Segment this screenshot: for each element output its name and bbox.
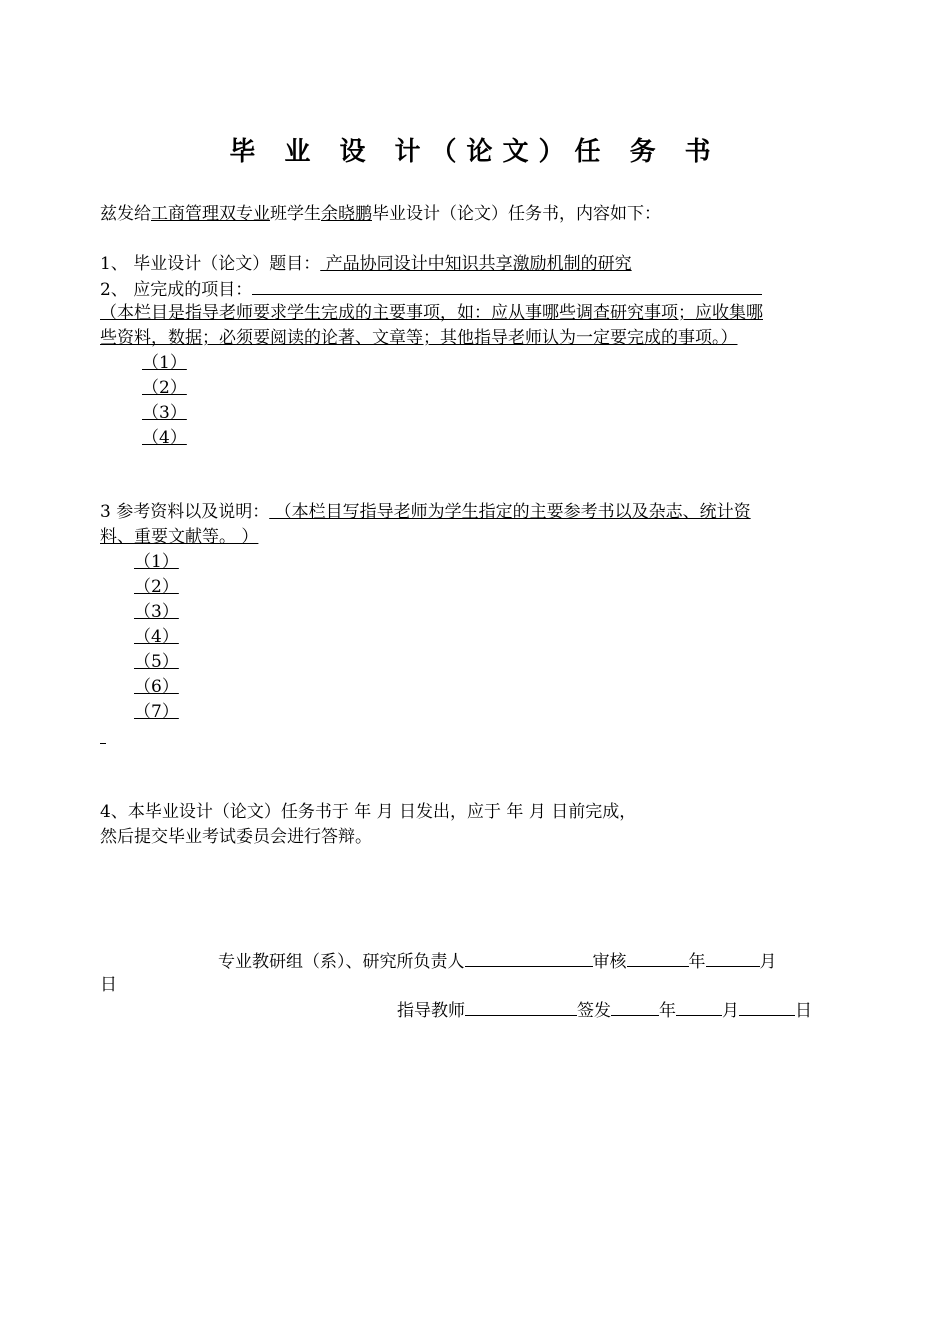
section2-note-line2: 些资料，数据；必须要阅读的论著、文章等；其他指导老师认为一定要完成的事项。） [100, 328, 738, 348]
section3-note-line2: 料、重要文献等。 ） [100, 527, 259, 547]
section2-blank [252, 276, 762, 295]
issue-year-blank [676, 997, 722, 1016]
list-item-label: （3） [134, 602, 179, 622]
intro-line [100, 202, 661, 227]
review-label: 审核 [592, 952, 627, 972]
list-item-label: （3） [142, 403, 187, 423]
list-item-label: （4） [134, 627, 179, 647]
list-item-label: （2） [134, 577, 179, 597]
signature-line2 [397, 997, 812, 1024]
advisor-blank [465, 997, 577, 1016]
list-item-label: （1） [142, 353, 187, 373]
issue-month-label: 月 [722, 1001, 739, 1021]
section4-line2: 然后提交毕业考试委员会进行答辩。 [100, 827, 372, 847]
page-title: 毕 业 设 计（论文）任 务 书 [229, 137, 721, 167]
section4-line1: 4、本毕业设计（论文）任务书于 年 月 日发出，应于 年 月 日前完成， [100, 802, 637, 822]
list-item [100, 376, 187, 401]
intro-suffix: 毕业设计（论文）任务书，内容如下： [372, 204, 661, 224]
stray-underline [100, 735, 106, 744]
thesis-topic: 产品协同设计中知识共享激励机制的研究 [320, 254, 632, 274]
list-item [118, 700, 179, 725]
section1-label: 1、 毕业设计（论文）题目： [100, 254, 321, 274]
section2-label: 2、 应完成的项目： [100, 280, 253, 300]
list-item [100, 550, 179, 575]
list-item [100, 625, 179, 650]
issue-year-label: 年 [659, 1001, 676, 1021]
year-label: 年 [688, 952, 706, 972]
section2-note-line1: （本栏目是指导老师要求学生完成的主要事项，如：应从事哪些调查研究事项；应收集哪 [100, 303, 763, 323]
section3-note-line1: （本栏目写指导老师为学生指定的主要参考书以及杂志、统计资 [269, 502, 751, 522]
issue-label: 签发 [577, 1001, 611, 1021]
month-label: 月 [759, 952, 777, 972]
list-item-label: （5） [134, 652, 179, 672]
advisor-label: 指导教师 [397, 1001, 465, 1021]
issue-day-label: 日 [795, 1001, 812, 1021]
list-item-label: （7） [134, 702, 179, 722]
list-item [100, 650, 179, 675]
group-head-blank [465, 948, 593, 967]
intro-mid: 班学生 [270, 204, 321, 224]
list-item [100, 351, 187, 376]
list-item [100, 575, 179, 600]
list-item-label: （4） [142, 428, 187, 448]
issue-month-blank [739, 997, 795, 1016]
list-item [100, 675, 179, 700]
review-blank [627, 948, 689, 967]
intro-prefix: 兹发给 [100, 204, 151, 224]
section1-line [100, 252, 632, 277]
list-item-label: （6） [134, 677, 179, 697]
section3-line [100, 500, 751, 525]
issue-blank [611, 997, 659, 1016]
section2-line [100, 276, 762, 303]
list-item [100, 600, 179, 625]
list-item-label: （2） [142, 378, 187, 398]
signature-line1 [218, 948, 777, 975]
year-blank [706, 948, 760, 967]
list-item [100, 426, 187, 451]
list-item [100, 401, 187, 426]
list-item-label: （1） [134, 552, 179, 572]
group-head-label: 专业教研组（系）、研究所负责人 [218, 952, 465, 972]
student-name: 余晓鹏 [321, 204, 372, 224]
day-label-wrap: 日 [100, 975, 117, 995]
class-name: 工商管理双专业 [151, 204, 270, 224]
section3-label: 3 参考资料以及说明： [100, 502, 270, 522]
